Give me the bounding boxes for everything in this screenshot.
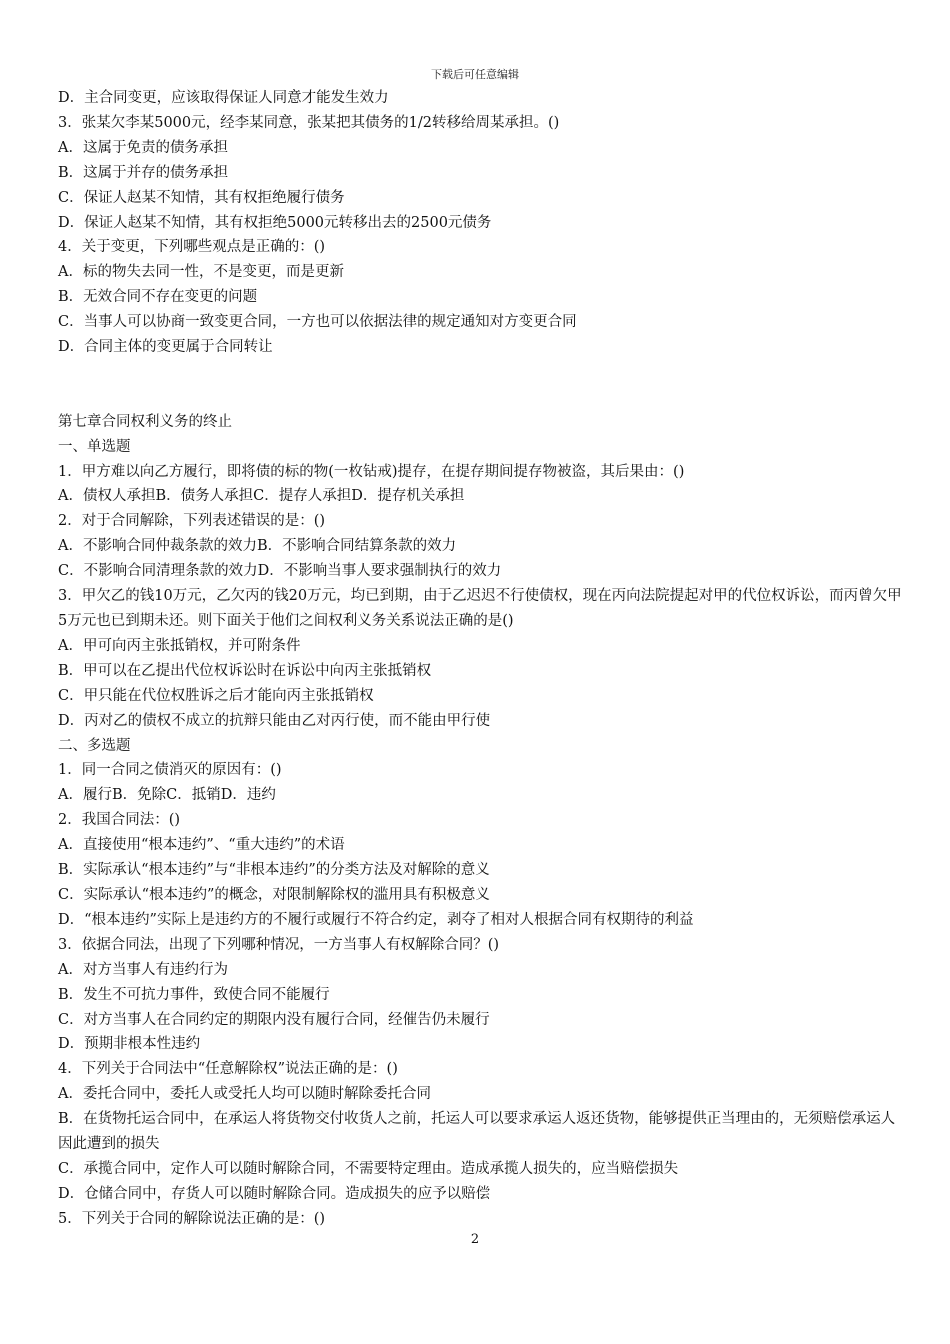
- text-line: A．委托合同中，委托人或受托人均可以随时解除委托合同: [58, 1086, 431, 1103]
- text-line: A．履行B．免除C．抵销D．违约: [58, 787, 276, 804]
- text-line: C．甲只能在代位权胜诉之后才能向丙主张抵销权: [58, 687, 374, 704]
- text-line: B．这属于并存的债务承担: [58, 164, 229, 181]
- text-line: 2．我国合同法：(): [58, 812, 181, 829]
- text-line: 5．下列关于合同的解除说法正确的是：(): [58, 1210, 326, 1227]
- section-spacer: [58, 360, 908, 410]
- text-line: A．债权人承担B．债务人承担C．提存人承担D．提存机关承担: [58, 488, 465, 505]
- text-line: B．发生不可抗力事件，致使合同不能履行: [58, 986, 330, 1003]
- text-line: C．保证人赵某不知情，其有权拒绝履行债务: [58, 189, 345, 206]
- section-heading: 一、单选题: [58, 438, 131, 455]
- text-line: D．仓储合同中，存货人可以随时解除合同。造成损失的应予以赔偿: [58, 1185, 491, 1202]
- page-header: 下载后可任意编辑: [431, 68, 519, 81]
- text-line: 3．张某欠李某5000元，经李某同意，张某把其债务的1/2转移给周某承担。(): [58, 114, 560, 131]
- text-line: A．不影响合同仲裁条款的效力B．不影响合同结算条款的效力: [58, 538, 457, 555]
- text-line: D．预期非根本性违约: [58, 1036, 201, 1053]
- chapter-title: 第七章合同权利义务的终止: [58, 413, 232, 430]
- text-line: C．对方当事人在合同约定的期限内没有履行合同，经催告仍未履行: [58, 1011, 490, 1028]
- text-line: 4．关于变更，下列哪些观点是正确的：(): [58, 239, 326, 256]
- text-paragraph: B．在货物托运合同中，在承运人将货物交付收货人之前，托运人可以要求承运人返还货物，能够提供正当理由的，无须赔偿承运人因此遭到的损失: [58, 1111, 896, 1153]
- text-line: 1．同一合同之债消灭的原因有：(): [58, 762, 282, 779]
- text-line: 3．依据合同法，出现了下列哪种情况，一方当事人有权解除合同？(): [58, 936, 500, 953]
- text-line: D．合同主体的变更属于合同转让: [58, 339, 273, 356]
- text-line: B．甲可以在乙提出代位权诉讼时在诉讼中向丙主张抵销权: [58, 662, 432, 679]
- page-content: [58, 86, 908, 1232]
- text-line: 4．下列关于合同法中“任意解除权”说法正确的是：(): [58, 1061, 398, 1078]
- text-line: A．甲可向丙主张抵销权，并可附条件: [58, 637, 301, 654]
- text-line: C．当事人可以协商一致变更合同，一方也可以依据法律的规定通知对方变更合同: [58, 314, 577, 331]
- text-line: B．无效合同不存在变更的问题: [58, 289, 258, 306]
- text-paragraph: 3．甲欠乙的钱10万元，乙欠丙的钱20万元，均已到期，由于乙迟迟不行使债权，现在丙向法院提起对甲的代位权诉讼，而丙曾欠甲5万元也已到期未还。则下面关于他们之间权利义务关系说法正确的是(): [58, 588, 902, 630]
- text-line: D．“根本违约”实际上是违约方的不履行或履行不符合约定，剥夺了相对人根据合同有权期待的利益: [58, 911, 694, 928]
- text-line: A．标的物失去同一性，不是变更，而是更新: [58, 264, 344, 281]
- text-line: 1．甲方难以向乙方履行，即将债的标的物(一枚钻戒)提存，在提存期间提存物被盗，其后果由：(): [58, 463, 685, 480]
- section-heading: 二、多选题: [58, 737, 131, 754]
- text-line: D．保证人赵某不知情，其有权拒绝5000元转移出去的2500元债务: [58, 214, 492, 231]
- text-line: D．主合同变更，应该取得保证人同意才能发生效力: [58, 90, 389, 106]
- text-line: C．实际承认“根本违约”的概念，对限制解除权的滥用具有积极意义: [58, 886, 490, 903]
- text-line: C．不影响合同清理条款的效力D．不影响当事人要求强制执行的效力: [58, 563, 502, 580]
- text-line: 2．对于合同解除，下列表述错误的是：(): [58, 513, 326, 530]
- text-line: A．这属于免责的债务承担: [58, 139, 228, 156]
- page-number: 2: [470, 1232, 480, 1247]
- text-line: B．实际承认“根本违约”与“非根本违约”的分类方法及对解除的意义: [58, 862, 490, 879]
- text-line: A．直接使用“根本违约”、“重大违约”的术语: [58, 837, 345, 854]
- text-line: C．承揽合同中，定作人可以随时解除合同，不需要特定理由。造成承揽人损失的，应当赔偿损失: [58, 1160, 679, 1177]
- text-line: A．对方当事人有违约行为: [58, 961, 228, 978]
- text-line: D．丙对乙的债权不成立的抗辩只能由乙对丙行使，而不能由甲行使: [58, 712, 491, 729]
